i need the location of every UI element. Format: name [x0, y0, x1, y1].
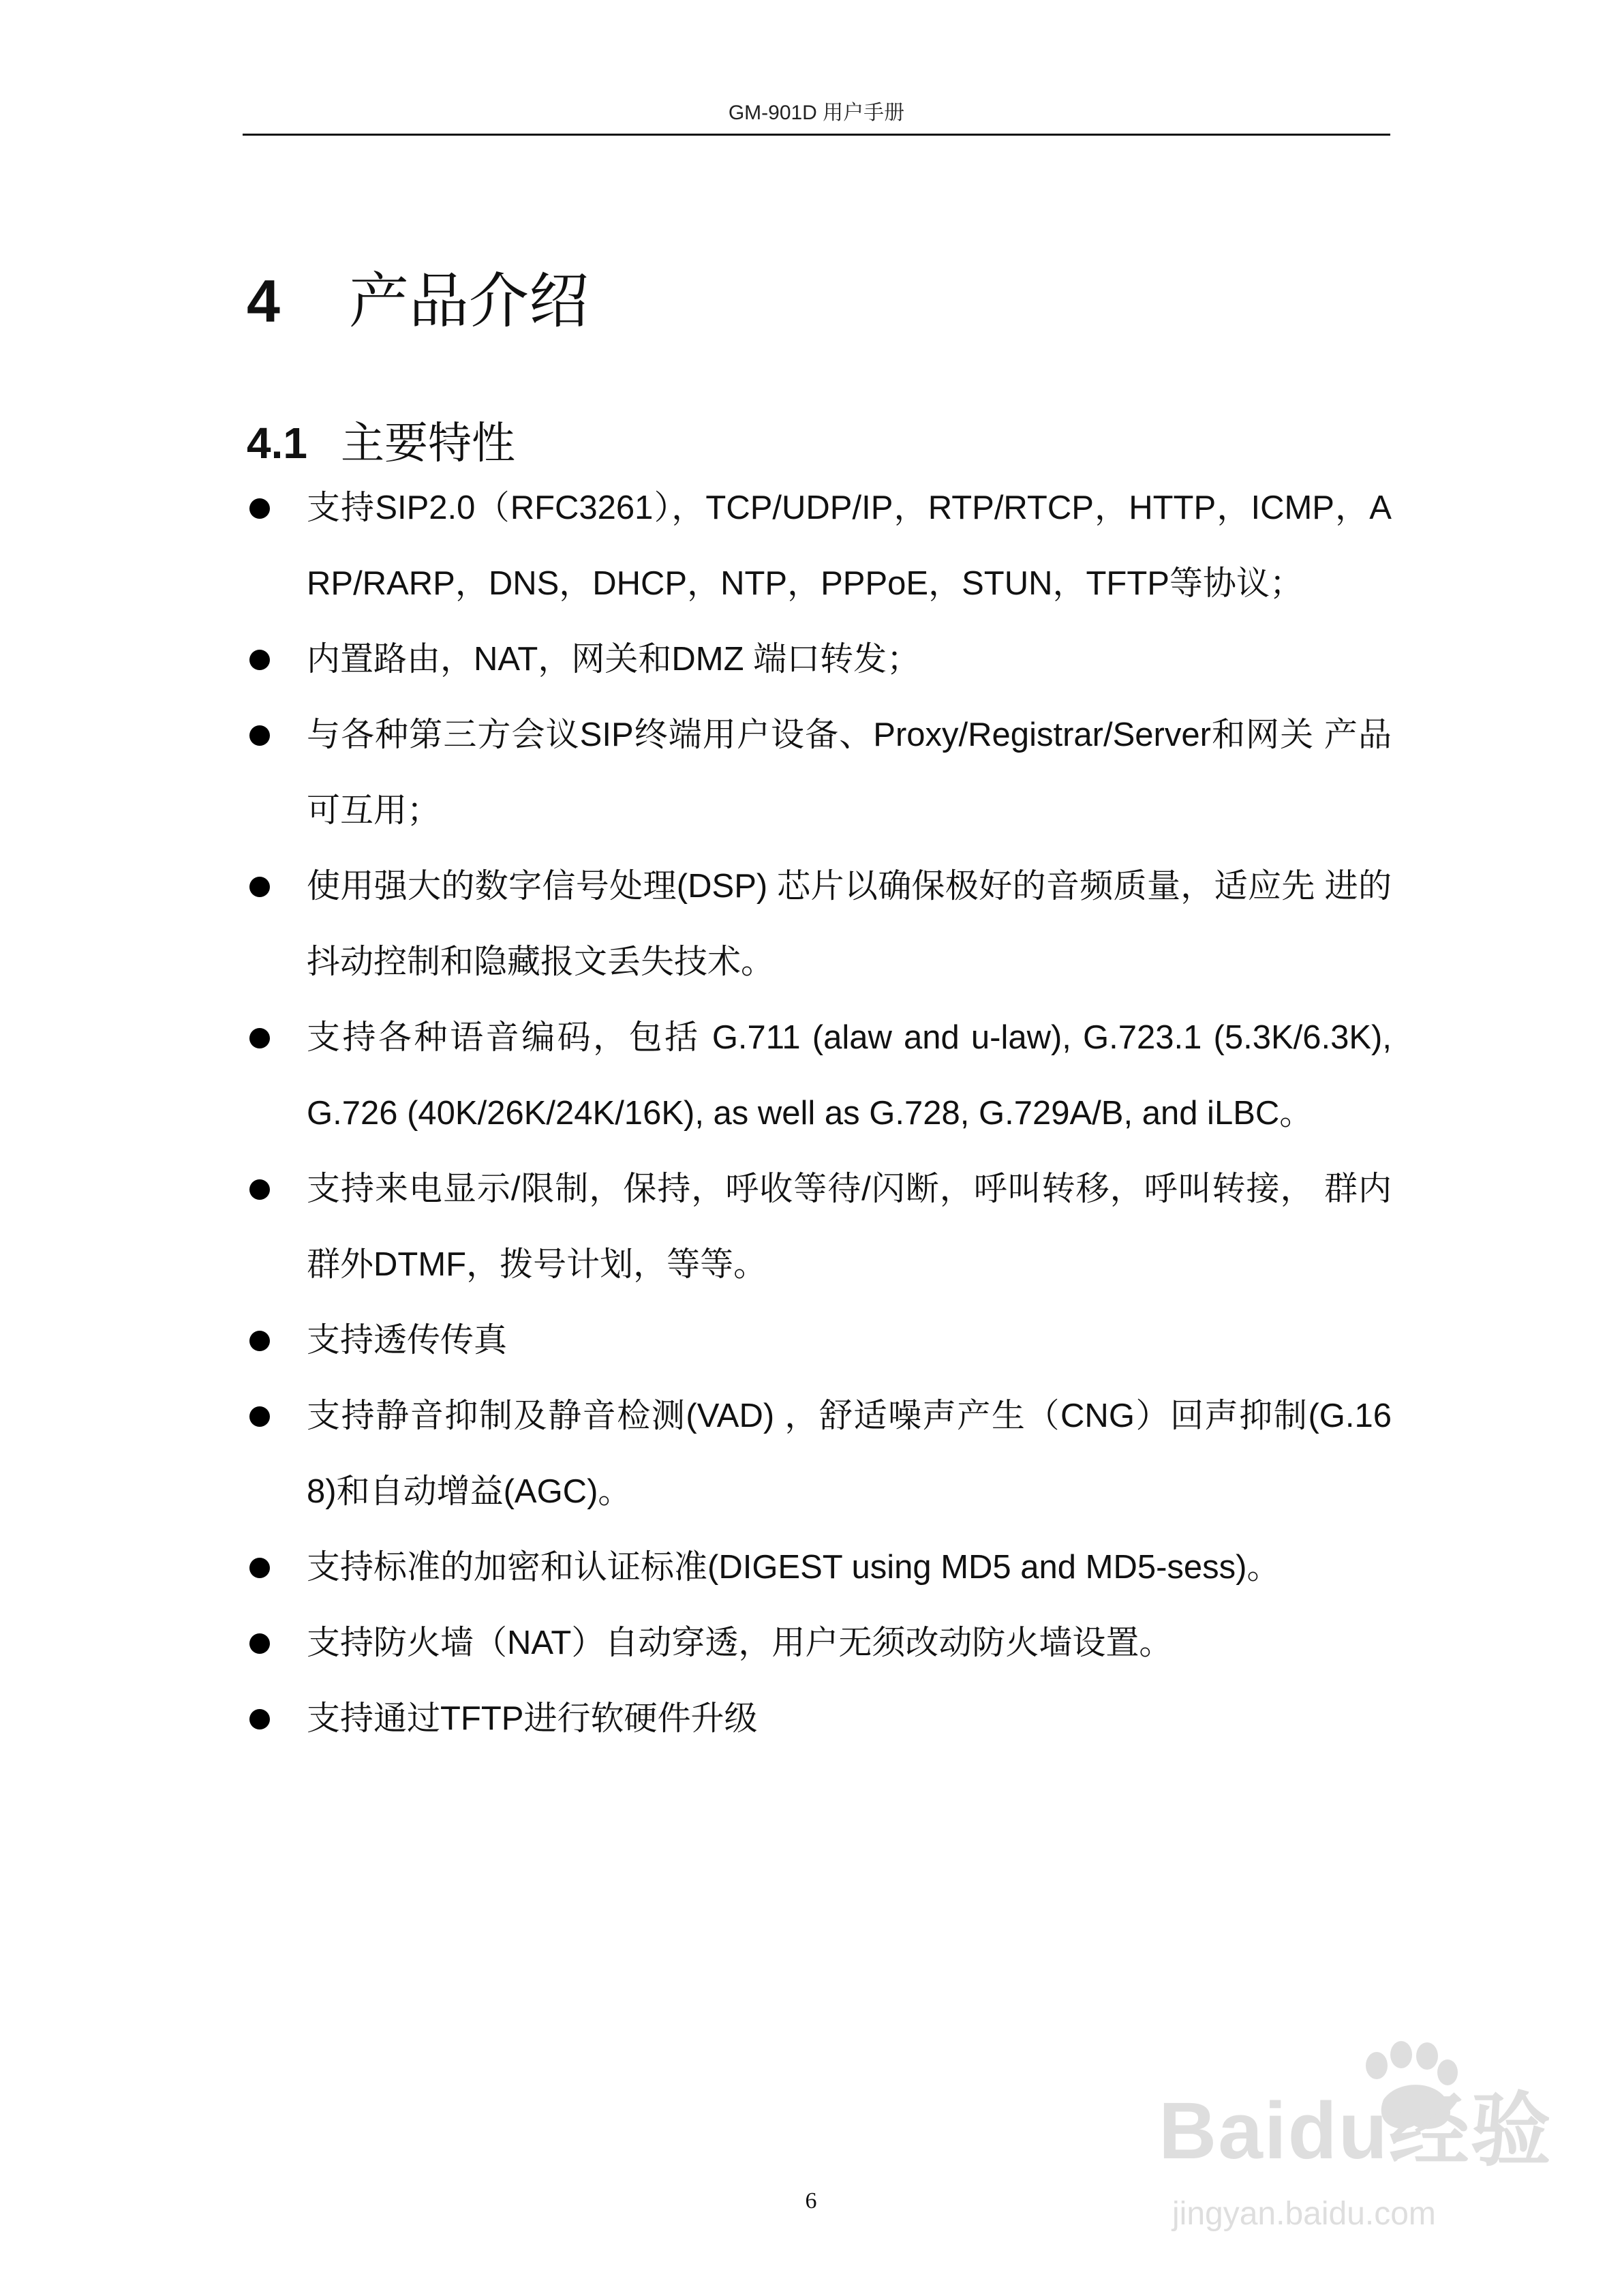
feature-item [247, 849, 1392, 1000]
feature-item [247, 622, 1392, 697]
feature-text: 支持标准的加密和认证标准(DIGEST using MD5 and MD5-sess)。 [307, 1549, 1281, 1586]
feature-item [247, 1681, 1392, 1757]
bullet-icon [249, 877, 270, 897]
feature-list [247, 470, 1392, 1757]
feature-item [247, 1303, 1392, 1378]
feature-text: 内置路由，NAT，网关和DMZ 端口转发； [307, 641, 921, 678]
bullet-icon [249, 1633, 270, 1654]
running-header: GM-901D 用户手册 [728, 102, 905, 124]
feature-text: 支持静音抑制及静音检测(VAD) ，舒适噪声产生（CNG）回声抑制(G.168)和自动增益(AGC)。 [307, 1398, 1392, 1510]
feature-item [247, 1151, 1392, 1303]
bullet-icon [249, 725, 270, 746]
header-rule [243, 134, 1390, 136]
watermark-url: jingyan.baidu.com [1172, 2196, 1436, 2232]
bullet-icon [249, 650, 270, 670]
feature-item [247, 697, 1392, 849]
chapter-number: 4 [247, 267, 280, 335]
section-title: 主要特性 [341, 419, 515, 468]
watermark-brand: Baidu经验 [1159, 2086, 1552, 2176]
bullet-icon [249, 1028, 270, 1048]
feature-item [247, 1000, 1392, 1151]
feature-item [247, 1378, 1392, 1530]
feature-text: 支持各种语音编码，包括 G.711 (alaw and u-law), G.723.1 (5.3K/6.3K), G.726 (40K/26K/24K/16K), as well as G.728, G.729A/B, and iLBC。 [307, 1019, 1392, 1132]
section-heading [247, 419, 515, 468]
feature-item [247, 1530, 1392, 1605]
chapter-title: 产品介绍 [349, 266, 590, 336]
feature-item [247, 1605, 1392, 1681]
feature-text: 使用强大的数字信号处理(DSP) 芯片以确保极好的音频质量，适应先 进的抖动控制和隐藏报文丢失技术。 [307, 868, 1392, 980]
feature-text: 支持SIP2.0（RFC3261），TCP/UDP/IP，RTP/RTCP，HTTP，ICMP，ARP/RARP，DNS，DHCP，NTP，PPPoE，STUN，TFTP等协议； [307, 489, 1392, 602]
feature-text: 支持透传传真 [307, 1322, 508, 1359]
bullet-icon [249, 1558, 270, 1578]
feature-text: 支持防火墙（NAT）自动穿透，用户无须改动防火墙设置。 [307, 1625, 1173, 1661]
baidu-watermark [1159, 2038, 1595, 2263]
bullet-icon [249, 498, 270, 519]
bullet-icon [249, 1179, 270, 1200]
feature-text: 支持来电显示/限制，保持，呼收等待/闪断，呼叫转移，呼叫转接， 群内群外DTMF，拨号计划，等等。 [307, 1170, 1392, 1283]
feature-item [247, 470, 1392, 622]
bullet-icon [249, 1331, 270, 1351]
bullet-icon [249, 1406, 270, 1427]
feature-text: 与各种第三方会议SIP终端用户设备、Proxy/Registrar/Server和网关 产品可互用； [307, 716, 1392, 829]
feature-text: 支持通过TFTP进行软硬件升级 [307, 1700, 758, 1737]
page-number: 6 [805, 2188, 817, 2214]
section-number: 4.1 [247, 419, 307, 468]
chapter-heading [247, 266, 590, 336]
bullet-icon [249, 1709, 270, 1729]
